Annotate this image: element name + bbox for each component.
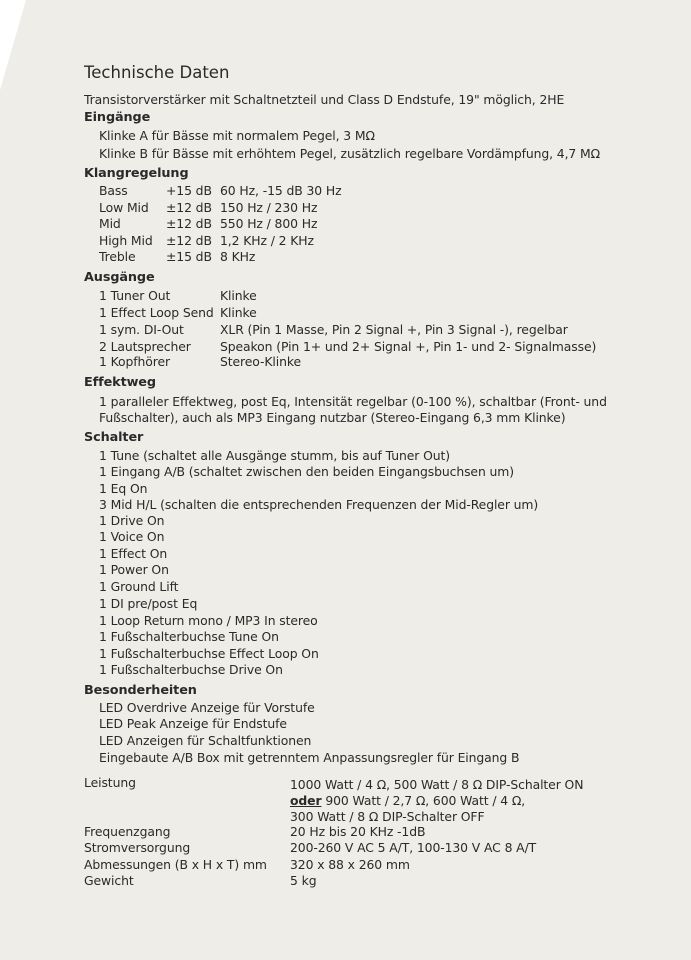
section-heading-effektweg: Effektweg <box>84 375 156 390</box>
besonderheiten-line: LED Anzeigen für Schaltfunktionen <box>99 733 312 748</box>
spec-label: Gewicht <box>84 873 134 888</box>
spec-label-leistung: Leistung <box>84 775 136 790</box>
klang-band: Treble <box>99 249 136 264</box>
besonderheiten-line: LED Peak Anzeige für Endstufe <box>99 716 287 731</box>
section-heading-eingaenge: Eingänge <box>84 110 151 125</box>
klang-range: +15 dB <box>166 183 212 198</box>
ausgang-name: 2 Lautsprecher <box>99 339 191 354</box>
klang-range: ±12 dB <box>166 233 212 248</box>
spec-value: 320 x 88 x 260 mm <box>290 857 410 872</box>
klang-band: Mid <box>99 216 121 231</box>
besonderheiten-line: Eingebaute A/B Box mit getrenntem Anpassungsregler für Eingang B <box>99 750 520 765</box>
schalter-line: 1 Eq On <box>99 481 148 496</box>
oder-emphasis: oder <box>290 793 322 808</box>
effektweg-line: 1 paralleler Effektweg, post Eq, Intensität regelbar (0-100 %), schaltbar (Front- und <box>99 394 607 409</box>
klang-freq: 1,2 KHz / 2 KHz <box>220 233 314 248</box>
schalter-line: 3 Mid H/L (schalten die entsprechenden Frequenzen der Mid-Regler um) <box>99 497 539 512</box>
schalter-line: 1 DI pre/post Eq <box>99 596 198 611</box>
spec-value: 20 Hz bis 20 KHz -1dB <box>290 824 426 839</box>
ausgang-desc: Klinke <box>220 305 257 320</box>
schalter-line: 1 Tune (schaltet alle Ausgänge stumm, bis auf Tuner Out) <box>99 448 450 463</box>
ausgang-desc: XLR (Pin 1 Masse, Pin 2 Signal +, Pin 3 Signal -), regelbar <box>220 322 568 337</box>
page-title: Technische Daten <box>84 63 230 82</box>
spec-value-leistung: 1000 Watt / 4 Ω, 500 Watt / 8 Ω DIP-Schalter ON <box>290 777 584 792</box>
spec-label: Frequenzgang <box>84 824 171 839</box>
klang-range: ±15 dB <box>166 249 212 264</box>
schalter-line: 1 Effect On <box>99 546 168 561</box>
schalter-line: 1 Fußschalterbuchse Effect Loop On <box>99 646 319 661</box>
ausgang-desc: Klinke <box>220 288 257 303</box>
ausgang-desc: Speakon (Pin 1+ und 2+ Signal +, Pin 1- und 2- Signalmasse) <box>220 339 597 354</box>
ausgang-name: 1 Kopfhörer <box>99 354 171 369</box>
section-heading-ausgaenge: Ausgänge <box>84 270 155 285</box>
klang-band: High Mid <box>99 233 153 248</box>
schalter-line: 1 Ground Lift <box>99 579 179 594</box>
section-heading-besonderheiten: Besonderheiten <box>84 683 197 698</box>
schalter-line: 1 Power On <box>99 562 169 577</box>
spec-value-leistung-off: 300 Watt / 8 Ω DIP-Schalter OFF <box>290 809 485 824</box>
klang-band: Bass <box>99 183 128 198</box>
eingaenge-line: Klinke A für Bässe mit normalem Pegel, 3 MΩ <box>99 128 375 143</box>
klang-range: ±12 dB <box>166 216 212 231</box>
schalter-line: 1 Fußschalterbuchse Tune On <box>99 629 279 644</box>
spec-label: Abmessungen (B x H x T) mm <box>84 857 267 872</box>
ausgang-name: 1 Effect Loop Send <box>99 305 214 320</box>
klang-freq: 8 KHz <box>220 249 256 264</box>
schalter-line: 1 Voice On <box>99 529 165 544</box>
ausgang-name: 1 sym. DI-Out <box>99 322 184 337</box>
page-subtitle: Transistorverstärker mit Schaltnetzteil und Class D Endstufe, 19" möglich, 2HE <box>84 92 565 107</box>
ausgang-desc: Stereo-Klinke <box>220 354 301 369</box>
leistung-alt-text: 900 Watt / 2,7 Ω, 600 Watt / 4 Ω, <box>321 793 526 808</box>
schalter-line: 1 Eingang A/B (schaltet zwischen den beiden Eingangsbuchsen um) <box>99 464 514 479</box>
schalter-line: 1 Fußschalterbuchse Drive On <box>99 662 283 677</box>
klang-freq: 150 Hz / 230 Hz <box>220 200 318 215</box>
eingaenge-line: Klinke B für Bässe mit erhöhtem Pegel, zusätzlich regelbare Vordämpfung, 4,7 MΩ <box>99 146 601 161</box>
spec-value: 200-260 V AC 5 A/T, 100-130 V AC 8 A/T <box>290 840 537 855</box>
schalter-line: 1 Loop Return mono / MP3 In stereo <box>99 613 318 628</box>
spec-label: Stromversorgung <box>84 840 191 855</box>
schalter-line: 1 Drive On <box>99 513 165 528</box>
klang-freq: 60 Hz, -15 dB 30 Hz <box>220 183 342 198</box>
ausgang-name: 1 Tuner Out <box>99 288 171 303</box>
section-heading-schalter: Schalter <box>84 430 144 445</box>
klang-freq: 550 Hz / 800 Hz <box>220 216 318 231</box>
spec-value-leistung-alt <box>290 793 525 808</box>
spec-value: 5 kg <box>290 873 317 888</box>
besonderheiten-line: LED Overdrive Anzeige für Vorstufe <box>99 700 315 715</box>
klang-band: Low Mid <box>99 200 149 215</box>
effektweg-line: Fußschalter), auch als MP3 Eingang nutzbar (Stereo-Eingang 6,3 mm Klinke) <box>99 410 566 425</box>
klang-range: ±12 dB <box>166 200 212 215</box>
section-heading-klangregelung: Klangregelung <box>84 166 189 181</box>
